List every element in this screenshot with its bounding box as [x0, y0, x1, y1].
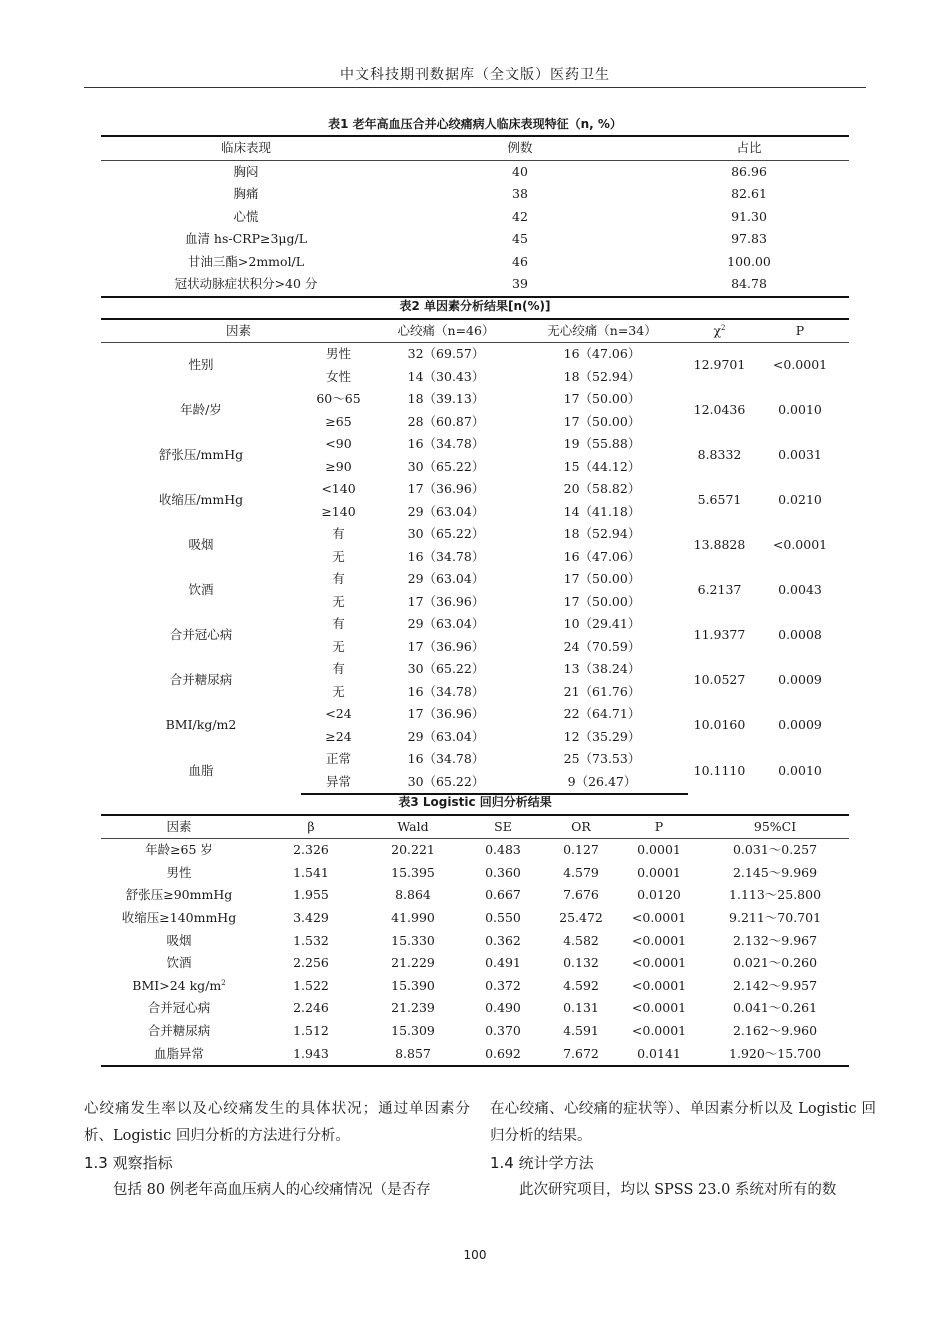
- table-cell: 17（36.96）: [407, 593, 485, 609]
- bmi-superscript: 2: [221, 978, 226, 987]
- table-cell: 0.360: [485, 864, 521, 880]
- table-cell: ≥24: [325, 728, 352, 744]
- table-row: [101, 478, 849, 501]
- table-row: [101, 703, 849, 726]
- table-3-caption: 表3 Logistic 回归分析结果: [398, 795, 552, 809]
- chi-square-cell: 13.8828: [693, 537, 746, 553]
- table-cell: 17（50.00）: [563, 571, 641, 586]
- chi-square-cell: 6.2137: [697, 582, 742, 598]
- table-cell: 4.591: [563, 1022, 599, 1038]
- factor-cell: 收缩压/mmHg: [158, 492, 244, 508]
- table-cell: 15.330: [391, 932, 435, 948]
- table-cell: 28（60.87）: [407, 413, 485, 429]
- right-paragraph-1: 在心绞痛、心绞痛的症状等）、单因素分析以及 Logistic 回归分析的结果。: [490, 1101, 876, 1144]
- table-cell: 0.692: [461, 1043, 545, 1067]
- table-cell: 38: [512, 186, 528, 201]
- factor-cell: 合并糖尿病: [169, 672, 233, 688]
- table-cell: <0.0001: [631, 955, 687, 971]
- p-value-cell: 0.0010: [778, 402, 822, 418]
- table-cell: 2.246: [293, 1000, 329, 1016]
- table-row: [101, 1043, 849, 1067]
- table-cell: 16（47.06）: [563, 548, 641, 564]
- section-title-1-4: 1.4 统计学方法: [490, 1154, 594, 1172]
- table-cell: 0.0141: [617, 1043, 701, 1067]
- table-cell: 17（50.00）: [563, 413, 641, 429]
- table-cell: 合并糖尿病: [147, 1022, 211, 1038]
- chi-square-cell: 12.9701: [693, 357, 746, 373]
- chi-square-cell: 12.0436: [693, 402, 746, 418]
- table-cell: 吸烟: [166, 932, 192, 948]
- table-row: [101, 568, 849, 591]
- table-cell: 有: [332, 616, 345, 631]
- table-cell: 收缩压≥140mmHg: [121, 909, 237, 925]
- chi-symbol: χ: [713, 322, 722, 338]
- table-cell: 0.131: [563, 1000, 599, 1016]
- table-cell: 1.541: [293, 864, 329, 880]
- table-1-header: 例数: [391, 136, 649, 160]
- table-cell: <0.0001: [631, 909, 687, 925]
- table-cell: 13（38.24）: [563, 661, 641, 676]
- table-cell: 86.96: [731, 163, 767, 179]
- p-value-cell: <0.0001: [772, 357, 828, 373]
- table-cell: 97.83: [731, 231, 767, 246]
- table-cell: 2.256: [293, 955, 329, 971]
- table-cell: 16（47.06）: [563, 346, 641, 361]
- table-row: [101, 975, 849, 998]
- table-cell: 42: [512, 208, 528, 224]
- table-row: [101, 930, 849, 953]
- chi-square-cell: 5.6571: [697, 492, 742, 508]
- table-3: [101, 791, 849, 1067]
- factor-cell: BMI/kg/m2: [165, 717, 237, 733]
- table-cell: [101, 975, 257, 998]
- table-cell: <0.0001: [631, 1000, 687, 1016]
- table-cell: 12（35.29）: [563, 728, 641, 744]
- table-cell: 25（73.53）: [563, 751, 641, 766]
- table-cell: <24: [325, 706, 352, 721]
- table-cell: 0.031～0.257: [732, 842, 818, 858]
- table-cell: 4.582: [563, 932, 599, 948]
- table-cell: 胸闷: [233, 163, 259, 179]
- table-cell: 16（34.78）: [407, 436, 485, 451]
- table-2-caption: 表2 单因素分析结果[n(%)]: [399, 299, 551, 313]
- table-cell: 心慌: [233, 208, 259, 224]
- table-2-header: 无心绞痛（n=34）: [516, 319, 688, 343]
- table-cell: 30（65.22）: [376, 771, 516, 795]
- table-cell: 17（36.96）: [407, 481, 485, 496]
- table-cell: 30（65.22）: [407, 458, 485, 474]
- table-cell: 0.041～0.261: [732, 1000, 818, 1016]
- table-cell: 7.672: [545, 1043, 617, 1067]
- table-row: [101, 206, 849, 229]
- table-cell: 20（58.82）: [563, 481, 641, 496]
- table-cell: 0.667: [485, 887, 521, 903]
- table-cell: 0.021～0.260: [732, 955, 818, 971]
- table-1-header: 临床表现: [101, 136, 391, 160]
- table-cell: 29（63.04）: [407, 571, 485, 586]
- table-cell: 41.990: [391, 909, 435, 925]
- p-value-cell: 0.0210: [778, 492, 822, 508]
- table-cell: 1.512: [293, 1022, 329, 1038]
- table-cell: 18（52.94）: [563, 526, 641, 541]
- table-3-header: P: [617, 815, 701, 839]
- table-cell: 有: [332, 571, 345, 586]
- p-value-cell: 0.0008: [778, 627, 822, 643]
- table-cell: 60～65: [316, 391, 361, 406]
- table-cell: 2.142～9.957: [732, 977, 818, 993]
- table-cell: 24（70.59）: [563, 638, 641, 654]
- right-paragraph-2: 此次研究项目，均以 SPSS 23.0 系统对所有的数: [519, 1182, 837, 1198]
- table-cell: 18（39.13）: [407, 391, 485, 406]
- table-row: [101, 523, 849, 546]
- table-row: [101, 183, 849, 206]
- table-cell: 正常: [325, 751, 351, 766]
- table-cell: 女性: [325, 368, 351, 384]
- table-row: [101, 228, 849, 251]
- table-row: [101, 388, 849, 411]
- table-row: [101, 862, 849, 885]
- table-2-header: 心绞痛（n=46）: [376, 319, 516, 343]
- factor-cell: 舒张压/mmHg: [158, 447, 244, 463]
- table-cell: 45: [512, 231, 528, 246]
- table-1-header: 占比: [649, 136, 849, 160]
- factor-cell: 饮酒: [188, 582, 214, 598]
- p-value-cell: 0.0043: [778, 582, 822, 598]
- table-row: [101, 884, 849, 907]
- table-1: [101, 114, 849, 298]
- table-cell: 25.472: [559, 909, 603, 925]
- table-cell: <90: [325, 436, 352, 451]
- table-cell: 18（52.94）: [563, 368, 641, 384]
- table-cell: <140: [321, 481, 356, 496]
- table-cell: 男性: [166, 864, 192, 880]
- table-cell: 1.943: [257, 1043, 365, 1067]
- table-cell: 4.592: [563, 977, 599, 993]
- table-1-caption: 表1 老年高血压合并心绞痛病人临床表现特征（n, %）: [328, 117, 622, 131]
- table-cell: <0.0001: [631, 932, 687, 948]
- table-cell: 2.132～9.967: [732, 932, 818, 948]
- table-cell: 无: [332, 683, 345, 699]
- p-value-cell: 0.0009: [778, 672, 822, 688]
- table-cell: 0.362: [485, 932, 521, 948]
- table-cell: 0.550: [485, 909, 521, 925]
- table-row: [101, 613, 849, 636]
- table-cell: 16（34.78）: [407, 683, 485, 699]
- table-cell: 2.145～9.969: [732, 864, 818, 880]
- table-cell: 16（34.78）: [407, 751, 485, 766]
- table-2-header: P: [751, 319, 849, 343]
- table-cell: 8.864: [395, 887, 431, 903]
- table-cell: 19（55.88）: [563, 436, 641, 451]
- page-number: 100: [463, 1248, 487, 1262]
- p-value-cell: 0.0009: [778, 717, 822, 733]
- table-row: [101, 952, 849, 975]
- chi-square-cell: 10.0527: [693, 672, 746, 688]
- table-row: [101, 658, 849, 681]
- table-cell: ≥90: [325, 458, 352, 474]
- table-3-header: OR: [545, 815, 617, 839]
- p-value-cell: 0.0031: [778, 447, 822, 463]
- chi-superscript: 2: [721, 323, 726, 332]
- table-row: [101, 1020, 849, 1043]
- table-cell: 0.491: [485, 955, 521, 971]
- table-cell: 4.579: [563, 864, 599, 880]
- table-cell: 1.113～25.800: [729, 887, 822, 903]
- table-cell: 甘油三酯>2mmol/L: [187, 253, 305, 269]
- table-cell: 0.0001: [637, 842, 681, 858]
- table-cell: 39: [391, 273, 649, 297]
- table-cell: 饮酒: [166, 955, 192, 971]
- table-cell: 30（65.22）: [407, 526, 485, 541]
- table-cell: 1.522: [293, 977, 329, 993]
- chi-square-cell: 8.8332: [697, 447, 742, 463]
- chi-square-cell: 10.0160: [693, 717, 746, 733]
- table-cell: 15（44.12）: [563, 458, 641, 474]
- table-cell: 15.395: [391, 864, 435, 880]
- left-paragraph-2: 包括 80 例老年高血压病人的心绞痛情况（是否存: [113, 1182, 431, 1198]
- table-cell: 15.390: [391, 977, 435, 993]
- table-cell: 2.162～9.960: [732, 1022, 818, 1038]
- table-cell: 0.0001: [637, 864, 681, 880]
- factor-cell: 性别: [188, 357, 214, 373]
- factor-cell: 合并冠心病: [169, 627, 233, 643]
- table-cell: 14（41.18）: [563, 503, 641, 519]
- chi-square-cell: 11.9377: [693, 627, 746, 643]
- header-rule: [84, 87, 866, 88]
- table-cell: 冠状动脉症状积分>40 分: [101, 273, 391, 297]
- table-cell: 合并冠心病: [147, 1000, 211, 1016]
- table-cell: 胸痛: [233, 186, 259, 201]
- table-cell: 29（63.04）: [407, 616, 485, 631]
- table-2-header: 因素: [101, 319, 376, 343]
- table-cell: 17（36.96）: [407, 706, 485, 721]
- table-2: [101, 295, 849, 795]
- table-cell: 舒张压≥90mmHg: [125, 887, 233, 903]
- table-cell: 16（34.78）: [407, 548, 485, 564]
- table-cell: 年龄≥65 岁: [145, 842, 213, 858]
- table-cell: <0.0001: [631, 977, 687, 993]
- table-cell: 无: [332, 638, 345, 654]
- table-cell: 1.920～15.700: [701, 1043, 849, 1067]
- table-cell: 21（61.76）: [563, 683, 641, 699]
- table-cell: 15.309: [391, 1022, 435, 1038]
- table-cell: 有: [332, 661, 345, 676]
- table-row: [101, 343, 849, 366]
- table-cell: 7.676: [563, 887, 599, 903]
- table-cell: 血脂异常: [101, 1043, 257, 1067]
- table-cell: 46: [512, 253, 528, 269]
- table-cell: 17（36.96）: [407, 638, 485, 654]
- table-cell: ≥65: [325, 413, 352, 429]
- table-cell: 30（65.22）: [407, 661, 485, 676]
- table-3-header: β: [257, 815, 365, 839]
- table-cell: 84.78: [649, 273, 849, 297]
- table-cell: 17（50.00）: [563, 593, 641, 609]
- table-3-header: 因素: [101, 815, 257, 839]
- left-paragraph-1: 心绞痛发生率以及心绞痛发生的具体状况；通过单因素分析、Logistic 回归分析的方法进行分析。: [84, 1101, 470, 1144]
- section-title-1-3: 1.3 观察指标: [84, 1154, 173, 1172]
- table-cell: 21.229: [391, 955, 435, 971]
- table-2-header: [688, 319, 751, 343]
- right-column: [490, 1096, 876, 1204]
- table-cell: 3.429: [293, 909, 329, 925]
- table-row: [101, 160, 849, 183]
- p-value-cell: 0.0010: [778, 762, 822, 778]
- table-cell: 0.132: [563, 955, 599, 971]
- table-row: [101, 273, 849, 297]
- table-cell: 9.211～70.701: [729, 909, 822, 925]
- table-cell: 2.326: [293, 842, 329, 858]
- table-cell: <0.0001: [631, 1022, 687, 1038]
- factor-cell: 吸烟: [188, 537, 214, 553]
- table-3-header: Wald: [365, 815, 461, 839]
- table-cell: 0.127: [563, 842, 599, 858]
- table-cell: 82.61: [731, 186, 767, 201]
- table-cell: 14（30.43）: [407, 368, 485, 384]
- table-cell: 9（26.47）: [516, 771, 688, 795]
- table-cell: 无: [332, 548, 345, 564]
- table-cell: 32（69.57）: [407, 346, 485, 361]
- table-row: [101, 748, 849, 771]
- table-cell: 0.372: [485, 977, 521, 993]
- table-cell: 20.221: [391, 842, 435, 858]
- table-3-header: SE: [461, 815, 545, 839]
- factor-cell: 年龄/岁: [180, 402, 222, 418]
- p-value-cell: <0.0001: [772, 537, 828, 553]
- table-cell: 异常: [301, 771, 376, 795]
- left-column: [84, 1096, 470, 1204]
- journal-header: 中文科技期刊数据库（全文版）医药卫生: [340, 67, 610, 83]
- table-cell: 91.30: [731, 208, 767, 224]
- table-cell: 8.857: [365, 1043, 461, 1067]
- table-cell: 100.00: [727, 253, 771, 269]
- table-cell: 0.490: [485, 1000, 521, 1016]
- table-cell: 0.483: [485, 842, 521, 858]
- table-row: [101, 433, 849, 456]
- table-cell: 0.370: [485, 1022, 521, 1038]
- table-3-header: 95%CI: [701, 815, 849, 839]
- table-cell: 男性: [325, 346, 351, 361]
- table-row: [101, 997, 849, 1020]
- factor-cell: 血脂: [188, 762, 214, 778]
- table-cell: 29（63.04）: [407, 728, 485, 744]
- table-row: [101, 251, 849, 274]
- table-cell: 有: [332, 526, 345, 541]
- table-cell: 血清 hs-CRP≥3μg/L: [184, 231, 308, 246]
- table-cell: 22（64.71）: [563, 706, 641, 721]
- table-row: [101, 907, 849, 930]
- table-cell: 0.0120: [637, 887, 681, 903]
- table-cell: 40: [512, 163, 528, 179]
- bmi-label: BMI>24 kg/m: [132, 977, 222, 993]
- table-cell: 17（50.00）: [563, 391, 641, 406]
- table-cell: 1.532: [293, 932, 329, 948]
- chi-square-cell: 10.1110: [693, 762, 746, 778]
- table-cell: 10（29.41）: [563, 616, 641, 631]
- table-row: [101, 839, 849, 862]
- table-cell: 21.239: [391, 1000, 435, 1016]
- table-cell: 29（63.04）: [407, 503, 485, 519]
- table-cell: 1.955: [293, 887, 329, 903]
- table-cell: ≥140: [321, 503, 356, 519]
- table-cell: 无: [332, 593, 345, 609]
